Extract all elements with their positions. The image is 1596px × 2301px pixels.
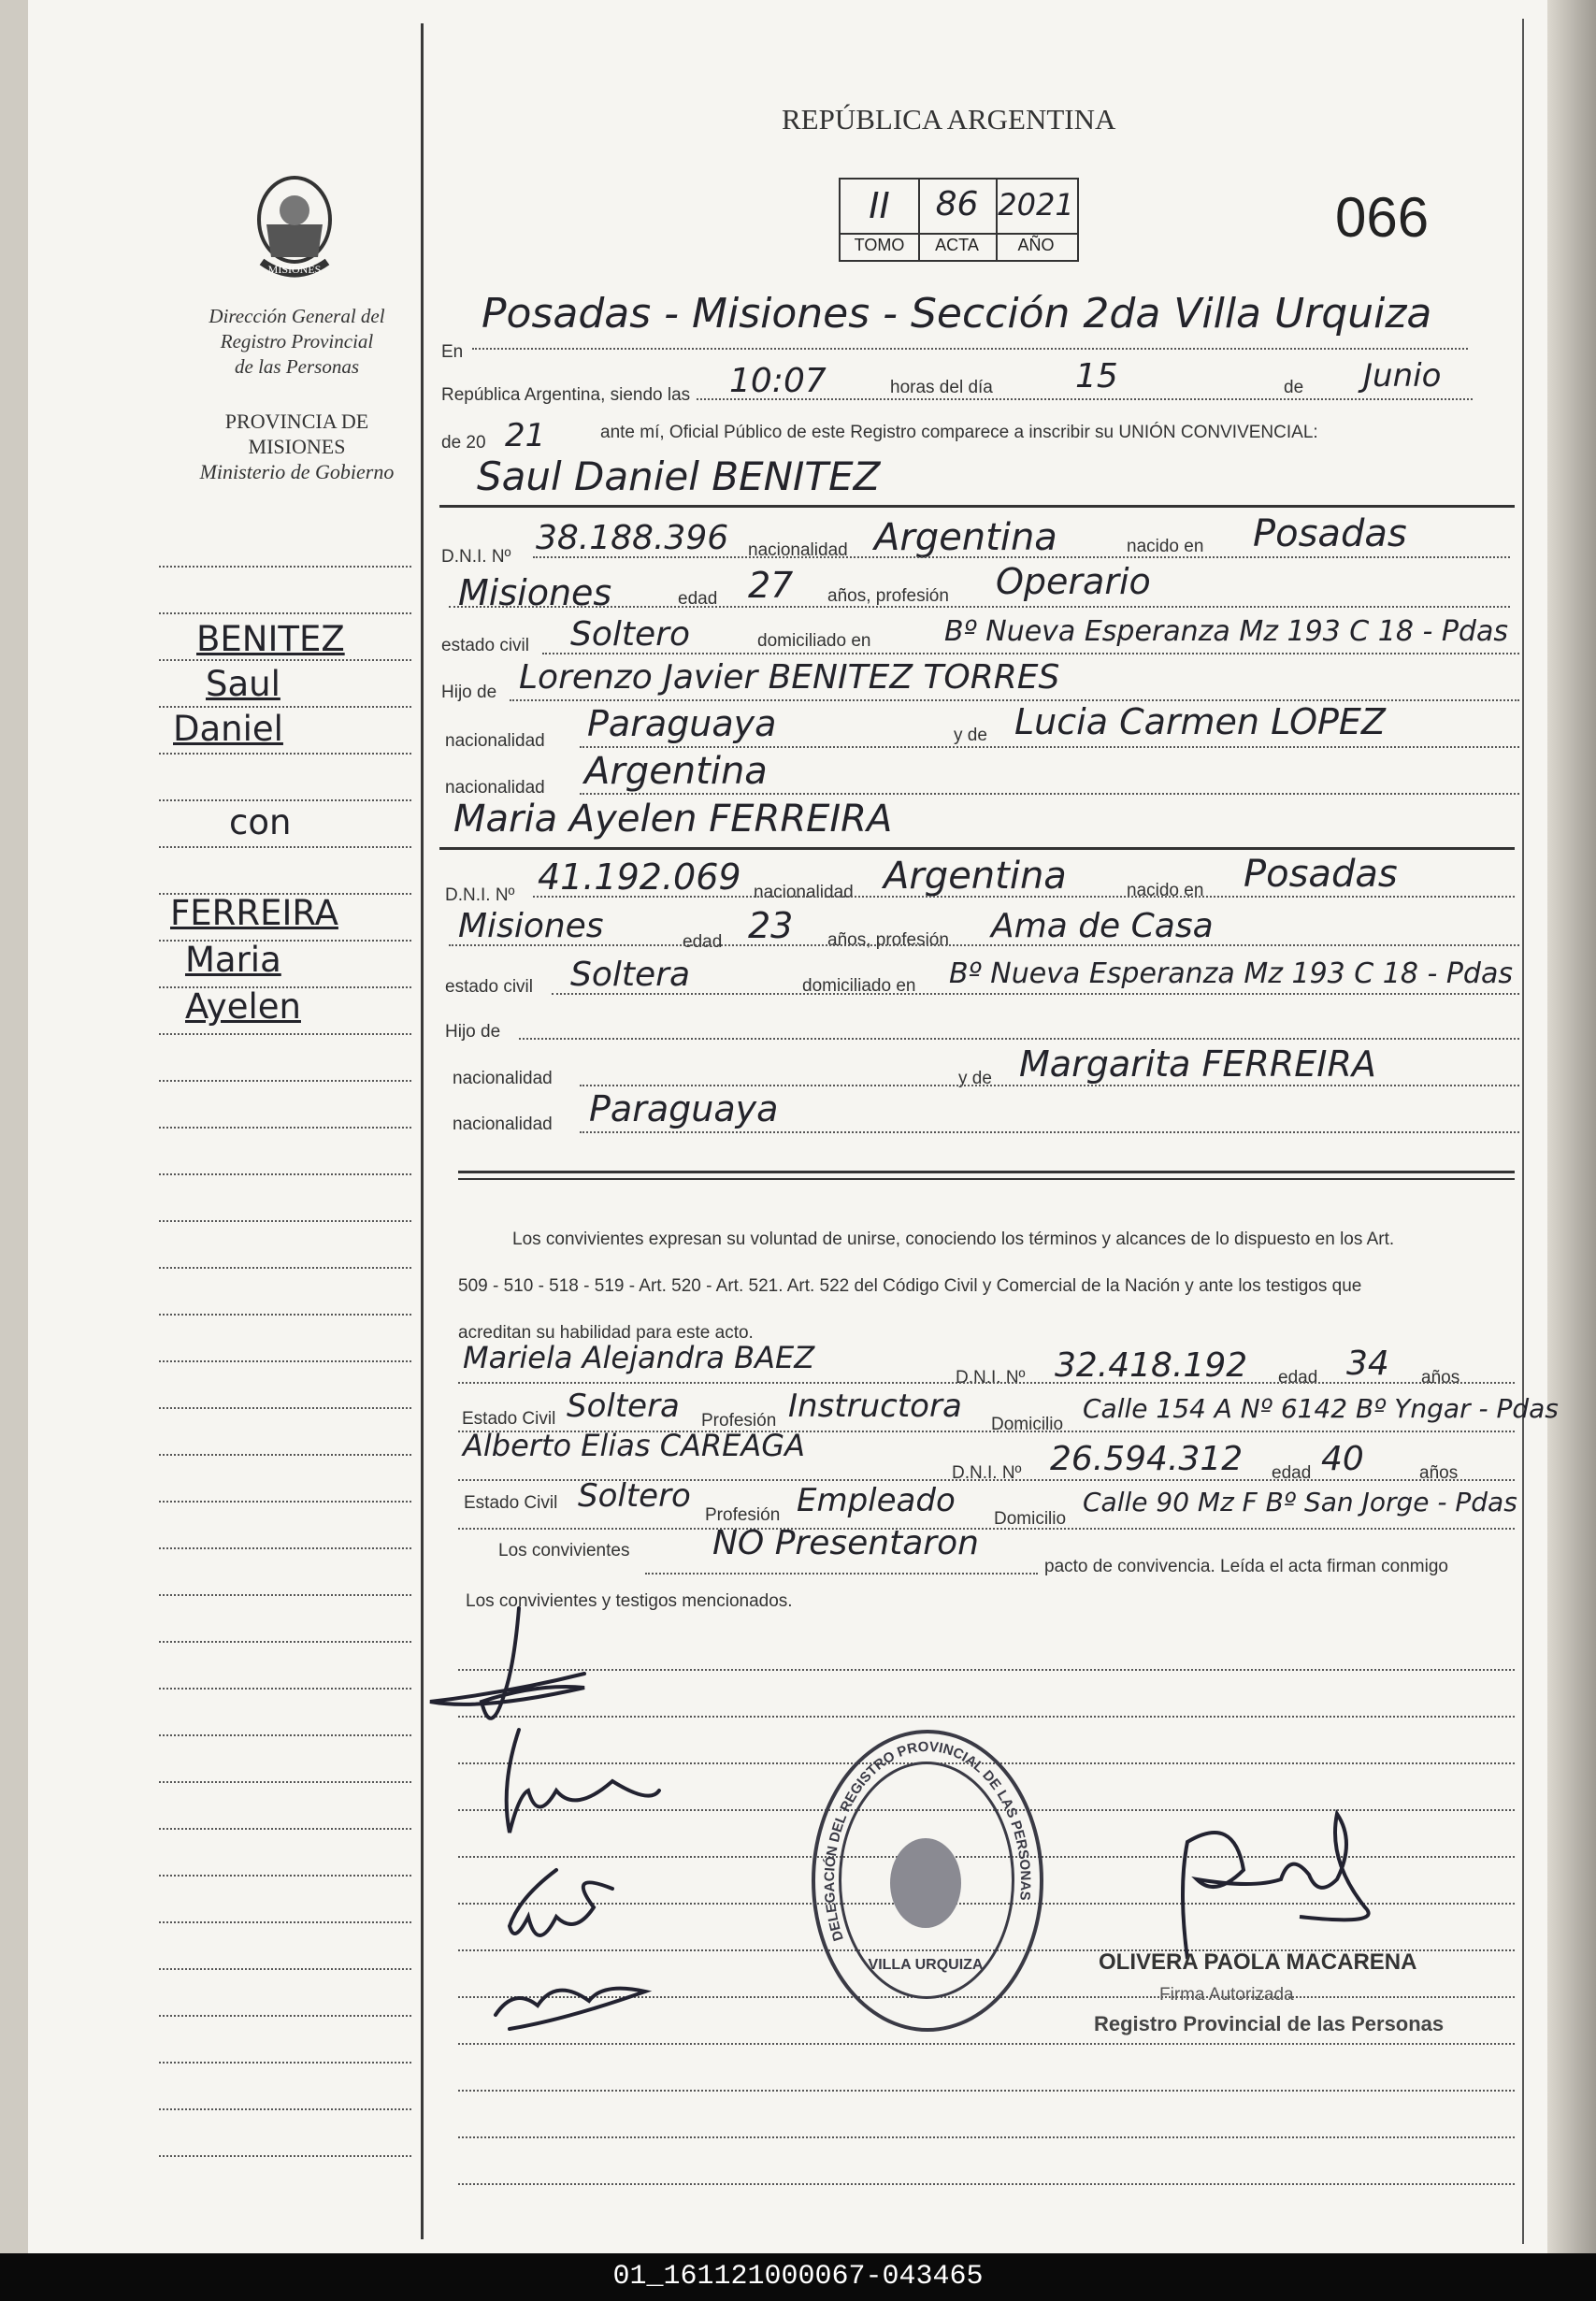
right-border bbox=[1522, 19, 1524, 2244]
label-dni-w2: D.N.I. Nº bbox=[952, 1463, 1022, 1483]
anio-label: AÑO bbox=[1017, 236, 1055, 254]
person2-nationality: Argentina bbox=[884, 855, 1067, 898]
acta-label: ACTA bbox=[935, 236, 979, 254]
label-nacionalidad-2: nacionalidad bbox=[754, 883, 854, 902]
label-edad-w2: edad bbox=[1272, 1463, 1312, 1483]
person1-profession: Operario bbox=[996, 561, 1151, 602]
witness1-age: 34 bbox=[1346, 1345, 1389, 1383]
label-nacido-2: nacido en bbox=[1127, 881, 1204, 900]
acta-value: 86 bbox=[935, 185, 979, 223]
page-stack-edge bbox=[1547, 0, 1596, 2253]
margin-divider bbox=[421, 23, 424, 2239]
province-coat-of-arms-icon bbox=[238, 168, 351, 290]
signatures-image bbox=[425, 1589, 753, 2113]
witness2-civil: Soltero bbox=[578, 1477, 691, 1515]
label-profesion-1: años, profesión bbox=[827, 586, 949, 606]
label-anios-w1: años bbox=[1421, 1368, 1460, 1388]
label-convivientes: Los convivientes bbox=[498, 1541, 630, 1560]
witness2-address: Calle 90 Mz F Bº San Jorge - Pdas bbox=[1083, 1487, 1517, 1517]
person1-birthplace: Posadas bbox=[1253, 512, 1407, 555]
label-profesion-2: años, profesión bbox=[827, 930, 949, 950]
sheet-number: 066 bbox=[1335, 186, 1430, 249]
label-estado-w1: Estado Civil bbox=[462, 1409, 556, 1429]
witness2-name: Alberto Elias CAREAGA bbox=[463, 1428, 805, 1463]
label-en: En bbox=[441, 342, 464, 362]
pact-value: NO Presentaron bbox=[712, 1524, 979, 1562]
person1-nationality: Argentina bbox=[874, 516, 1057, 559]
label-domicilio-1: domiciliado en bbox=[757, 631, 871, 651]
ministry: Ministerio de Gobierno bbox=[199, 460, 395, 483]
label-republica-siendo: República Argentina, siendo las bbox=[441, 385, 691, 405]
record-day: 15 bbox=[1075, 357, 1118, 395]
person1-father-nat: Paraguaya bbox=[587, 703, 777, 744]
label-dni-2: D.N.I. Nº bbox=[445, 885, 515, 905]
label-domicilio-2: domiciliado en bbox=[802, 976, 916, 996]
label-edad-2: edad bbox=[683, 932, 723, 952]
tomo-value: II bbox=[869, 185, 890, 226]
label-yde-1: y de bbox=[954, 726, 987, 745]
label-domicilio-w1: Domicilio bbox=[991, 1415, 1064, 1434]
anio-value: 2021 bbox=[998, 187, 1074, 223]
officer-title: Firma Autorizada bbox=[1159, 1985, 1294, 2005]
officer-name: OLIVERA PAOLA MACARENA bbox=[1099, 1949, 1417, 1975]
label-ante-mi: ante mí, Oficial Público de este Registro comparece a inscribir su UNIÓN CONVIVENCIAL: bbox=[600, 423, 1318, 442]
record-time: 10:07 bbox=[729, 362, 827, 400]
label-hijo-1: Hijo de bbox=[441, 683, 497, 702]
label-anios-w2: años bbox=[1419, 1463, 1459, 1483]
label-nacionalidad-1: nacionalidad bbox=[748, 540, 848, 560]
officer-signature bbox=[1150, 1805, 1402, 1973]
label-de: de bbox=[1284, 378, 1304, 397]
witness1-address: Calle 154 A Nº 6142 Bº Yngar - Pdas bbox=[1083, 1393, 1559, 1424]
label-nacionalidad-1c: nacionalidad bbox=[445, 778, 545, 798]
witness2-profession: Empleado bbox=[797, 1482, 956, 1519]
person2-dni: 41.192.069 bbox=[538, 856, 741, 898]
image-id-footer: 01_161121000067-043465 bbox=[0, 2253, 1596, 2301]
label-nacionalidad-2b: nacionalidad bbox=[453, 1069, 553, 1088]
margin-note-surname1: BENITEZ bbox=[196, 619, 345, 659]
margin-note-name4: Ayelen bbox=[185, 986, 301, 1027]
label-dni-1: D.N.I. Nº bbox=[441, 547, 511, 567]
witness1-name: Mariela Alejandra BAEZ bbox=[463, 1340, 815, 1375]
person2-name: Maria Ayelen FERREIRA bbox=[453, 798, 893, 841]
witness2-age: 40 bbox=[1321, 1440, 1364, 1478]
label-profesion-w1: Profesión bbox=[701, 1411, 777, 1431]
person2-birthplace2: Misiones bbox=[458, 907, 604, 945]
province-block bbox=[187, 409, 407, 484]
person1-age: 27 bbox=[748, 565, 794, 606]
binding-edge bbox=[0, 0, 28, 2253]
record-place: Posadas - Misiones - Sección 2da Villa Urquiza bbox=[482, 290, 1432, 338]
label-yde-2: y de bbox=[958, 1069, 992, 1088]
officer-registry: Registro Provincial de las Personas bbox=[1094, 2012, 1445, 2035]
label-nacionalidad-1b: nacionalidad bbox=[445, 731, 545, 751]
margin-note-name3: Maria bbox=[185, 940, 281, 980]
person1-civil: Soltero bbox=[570, 615, 690, 654]
org-line1: Dirección General del bbox=[208, 305, 385, 327]
record-year: 21 bbox=[505, 417, 546, 454]
stamp-center-text: VILLA URQUIZA bbox=[868, 1957, 984, 1973]
svg-text:MISIONES: MISIONES bbox=[267, 263, 322, 276]
witness1-civil: Soltera bbox=[567, 1388, 680, 1425]
label-nacionalidad-2c: nacionalidad bbox=[453, 1115, 553, 1134]
label-hijo-2: Hijo de bbox=[445, 1022, 501, 1042]
person2-profession: Ama de Casa bbox=[991, 907, 1214, 945]
label-estado-w2: Estado Civil bbox=[464, 1493, 558, 1513]
person1-father: Lorenzo Javier BENITEZ TORRES bbox=[519, 658, 1060, 697]
witness1-profession: Instructora bbox=[788, 1388, 962, 1425]
prov-line2: MISIONES bbox=[248, 435, 346, 458]
label-profesion-w2: Profesión bbox=[705, 1505, 781, 1525]
label-horas: horas del día bbox=[890, 378, 993, 397]
person1-address: Bº Nueva Esperanza Mz 193 C 18 - Pdas bbox=[944, 615, 1508, 648]
stamp-top-text: DELEGACIÓN DEL REGISTRO PROVINCIAL DE LAS PERSONAS bbox=[821, 1738, 1034, 1944]
label-de20: de 20 bbox=[441, 433, 486, 453]
label-estado-1: estado civil bbox=[441, 636, 529, 655]
prov-line1: PROVINCIA DE bbox=[224, 410, 369, 433]
margin-note-name1: Saul bbox=[206, 664, 280, 704]
label-edad-w1: edad bbox=[1278, 1368, 1318, 1388]
official-stamp bbox=[812, 1730, 1043, 2032]
label-dni-w1: D.N.I. Nº bbox=[956, 1368, 1026, 1388]
person2-mother-nat: Paraguaya bbox=[589, 1088, 779, 1129]
registry-org bbox=[187, 304, 407, 380]
margin-note-con: con bbox=[229, 802, 292, 842]
label-estado-2: estado civil bbox=[445, 977, 533, 997]
witness2-dni: 26.594.312 bbox=[1050, 1440, 1244, 1478]
para-line3: acreditan su habilidad para este acto. bbox=[458, 1323, 754, 1343]
country-title: REPÚBLICA ARGENTINA bbox=[782, 103, 1116, 136]
tomo-acta-anio-box bbox=[839, 178, 1079, 262]
label-testigos: Los convivientes y testigos mencionados. bbox=[466, 1591, 793, 1611]
tomo-label: TOMO bbox=[854, 236, 905, 254]
margin-note-name2: Daniel bbox=[173, 709, 283, 749]
person2-birthplace: Posadas bbox=[1244, 853, 1398, 896]
person2-age: 23 bbox=[748, 905, 794, 946]
person2-civil: Soltera bbox=[570, 956, 691, 994]
person1-birthplace2: Misiones bbox=[458, 572, 612, 613]
person1-mother: Lucia Carmen LOPEZ bbox=[1014, 701, 1386, 742]
person2-address: Bº Nueva Esperanza Mz 193 C 18 - Pdas bbox=[949, 957, 1513, 990]
label-pacto: pacto de convivencia. Leída el acta firman conmigo bbox=[1044, 1557, 1448, 1576]
witness1-dni: 32.418.192 bbox=[1055, 1346, 1248, 1385]
label-domicilio-w2: Domicilio bbox=[994, 1509, 1067, 1529]
record-month: Junio bbox=[1363, 357, 1442, 395]
para-line2: 509 - 510 - 518 - 519 - Art. 520 - Art. 521. Art. 522 del Código Civil y Comercial de la Nación y ante los testigos que bbox=[458, 1276, 1362, 1296]
org-line2: Registro Provincial bbox=[220, 330, 374, 352]
org-line3: de las Personas bbox=[235, 355, 359, 378]
para-line1: Los convivientes expresan su voluntad de unirse, conociendo los términos y alcances de lo dispuesto en los Art. bbox=[512, 1230, 1395, 1249]
label-edad-1: edad bbox=[678, 589, 718, 609]
person1-name: Saul Daniel BENITEZ bbox=[477, 453, 881, 499]
person2-mother: Margarita FERREIRA bbox=[1019, 1043, 1376, 1085]
label-nacido-1: nacido en bbox=[1127, 537, 1204, 556]
person1-dni: 38.188.396 bbox=[536, 519, 729, 557]
person1-mother-nat: Argentina bbox=[584, 750, 768, 793]
margin-note-surname2: FERREIRA bbox=[170, 893, 338, 933]
